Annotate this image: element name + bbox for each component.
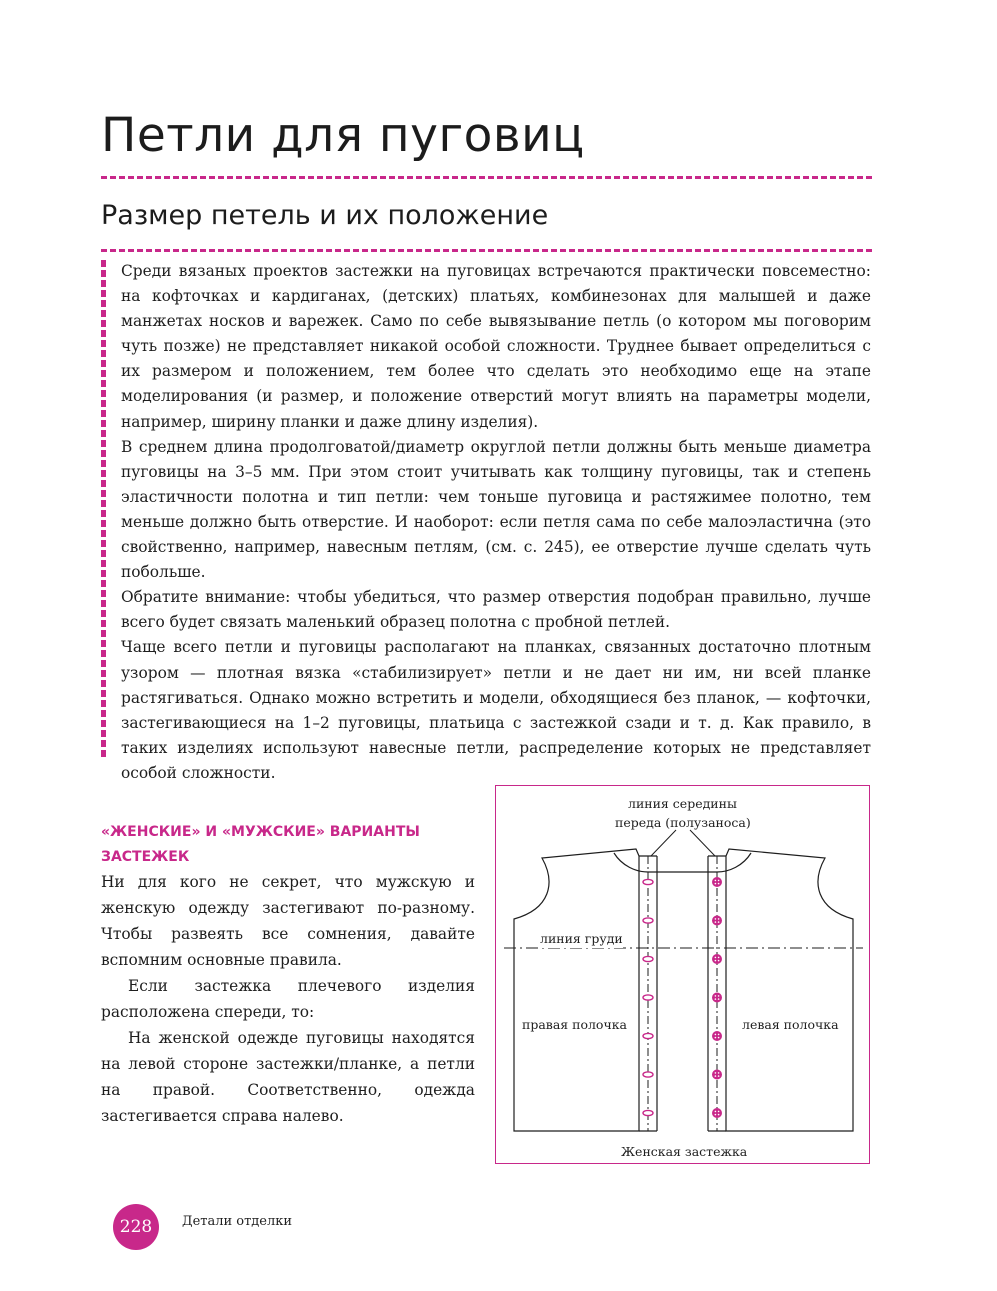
left-front-outline [726,849,853,1131]
footer-section-name: Детали отделки [182,1214,293,1229]
buttonhole [643,956,653,961]
button [712,1108,722,1118]
closure-paragraph: Если застежка плечевого изделия расположена спереди, то: [101,977,475,1021]
buttonhole [643,1110,653,1115]
button [712,877,722,887]
button [712,916,722,926]
womens-closure-figure [495,785,870,1164]
buttonhole [643,1033,653,1038]
intro-paragraph: Обратите внимание: чтобы убедиться, что размер отверстия подобран правильно, лучше всего будет связать маленький образец полотна с пробной петлей. [121,588,871,632]
section-subtitle: Размер петель и их положение [101,200,549,231]
title-divider [101,176,872,179]
intro-text [121,259,871,786]
right-front-outline [514,849,639,1131]
center-line-label-2: переда (полузаноса) [615,815,751,830]
bust-line-label: линия груди [540,931,623,946]
intro-sidebar-bar [101,260,106,760]
button [712,1031,722,1041]
leader-line [651,830,676,856]
box-heading: «ЖЕНСКИЕ» И «МУЖСКИЕ» ВАРИАНТЫ ЗАСТЕЖЕК [101,824,420,865]
button [712,954,722,964]
closure-paragraph: Ни для кого не секрет, что мужскую и женскую одежду застегивают по-разному. Чтобы развеять все сомнения, давайте вспомним основные правила. [101,873,475,969]
figure-caption: Женская застежка [621,1144,748,1159]
intro-paragraph: В среднем длина продолговатой/диаметр округлой петли должны быть меньше диаметра пуговицы на 3–5 мм. При этом стоит учитывать как толщину пуговицы, так и степень эластичности полотна и тип петли: чем тоньше пуговица и растяжимее полотно, тем меньше должно быть отверстие. И наоборот: если петля сама по себе малоэластична (это свойственно, например, навесным петлям, (см. с. 245), ее отверстие лучше сделать чуть побольше. [121,437,871,582]
buttonhole [643,1072,653,1077]
button [712,993,722,1003]
left-front-label: левая полочка [742,1017,839,1032]
page-title: Петли для пуговиц [101,108,585,163]
page-number-badge: 228 [113,1204,159,1250]
intro-paragraph: Чаще всего петли и пуговицы располагают на планках, связанных достаточно плотным узором — плотная вязка «стабилизирует» петли и не дает ни им, ни всей планке растягиваться. Однако можно встретить и модели, обходящиеся без планок, — кофточки, застегивающиеся на 1–2 пуговицы, платьица с застежкой сзади и т. д. Как правило, в таких изделиях используют навесные петли, распределение которых не представляет особой сложности. [121,638,871,782]
right-front-label: правая полочка [522,1017,627,1032]
buttonhole [643,918,653,923]
button [712,1070,722,1080]
leader-line [690,830,715,856]
neckline-curve [614,853,751,872]
intro-paragraph: Среди вязаных проектов застежки на пуговицах встречаются практически повсеместно: на кофточках и кардиганах, (детских) платьях, комбинезонах для малышей и даже манжетах носков и варежек. Само по себе вывязывание петль (о котором мы поговорим чуть позже) не представляет никакой особой сложности. Труднее бывает определиться с их размером и положением, тем более что сделать это необходимо еще на этапе моделирования (и размер, и положение отверстий могут влиять на параметры модели, например, ширину планки и даже длину изделия). [121,262,871,431]
closure-paragraph: На женской одежде пуговицы находятся на левой стороне застежки/планке, а петли на правой. Соответственно, одежда застегивается справа налево. [101,1029,475,1125]
center-line-label-1: линия середины [628,796,737,811]
buttonhole [643,995,653,1000]
garment-diagram [496,786,871,1165]
subtitle-divider [101,249,872,252]
closure-rules-text [101,869,475,1129]
buttonhole [643,879,653,884]
